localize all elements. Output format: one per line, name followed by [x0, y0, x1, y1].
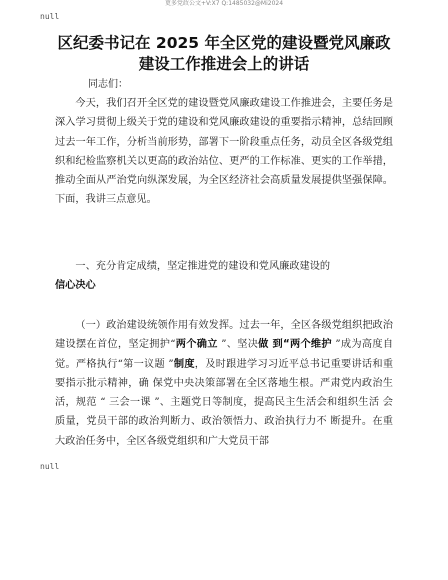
subsection-1-paragraph: [55, 316, 393, 451]
sub1-text-c: ”成为高度自觉。严格执行“第一议题 ”: [55, 339, 394, 370]
intro-paragraph: [55, 94, 393, 210]
bold-two-establish: 两个确立: [175, 339, 218, 351]
sub1-text-b: ”、坚决: [217, 339, 259, 351]
bold-two-safeguard: 两个维护: [289, 339, 332, 351]
title-line-1: 区纪委书记在 2025 年全区党的建设暨党风廉政: [57, 34, 391, 52]
greeting: 同志们：: [88, 79, 128, 90]
null-label-bottom: null: [40, 462, 60, 471]
title-line-2: 建设工作推进会上的讲话: [138, 55, 310, 73]
intro-text: 今天，我们召开全区党的建设暨党风廉政建设工作推进会，主要任务是深入学习贯彻上级关于党的建设和党风廉政建设的重要指示精神，总结回顾过去一年工作，分析当前形势，部署下一阶段重点任务，动员全区各级党组织和纪检监察机关以更高的政治站位、更严的工作标准、更实的工作举措，推动全面从严治党向纵深发展，为全区经济社会高质量发展提供坚强保障。下面，我讲三点意见。: [55, 98, 393, 206]
section-1-heading-line-b: [55, 276, 393, 295]
section-1-heading: [55, 257, 393, 296]
null-label-top: null: [40, 12, 60, 21]
bold-do: 做 到“: [258, 339, 290, 351]
section-1-heading-bold: 信心决心: [55, 280, 96, 292]
subsection-1-text: [55, 316, 393, 451]
top-watermark: 更多党政公文+V:X7 Q:1485032@Mi2024: [164, 0, 284, 7]
bold-system: 制度: [173, 358, 195, 370]
section-1-heading-line-a: 一、充分肯定成绩，坚定推进党的建设和党风廉政建设的: [75, 261, 331, 272]
sub1-text-a: （一）政治建设统领作用有效发挥。过去一年，全区各级党组织把政治建设摆在首位，坚定拥护“: [55, 320, 393, 351]
document-title: [30, 33, 418, 75]
sub1-text-d: ，及时跟进学习习近平总书记重要讲话和重要指示批示精神，确 保党中央决策部署在全区落地生根。严肃党内政治生活，规范 “ 三会一课 ”、主题党日等制度，提高民主生活会和组织生活 会质量，党员干部的政治判断力、政治领悟力、政治执行力不 断提升。在重大政治任务中，全区各级党组织和广大党员干部: [55, 358, 394, 447]
